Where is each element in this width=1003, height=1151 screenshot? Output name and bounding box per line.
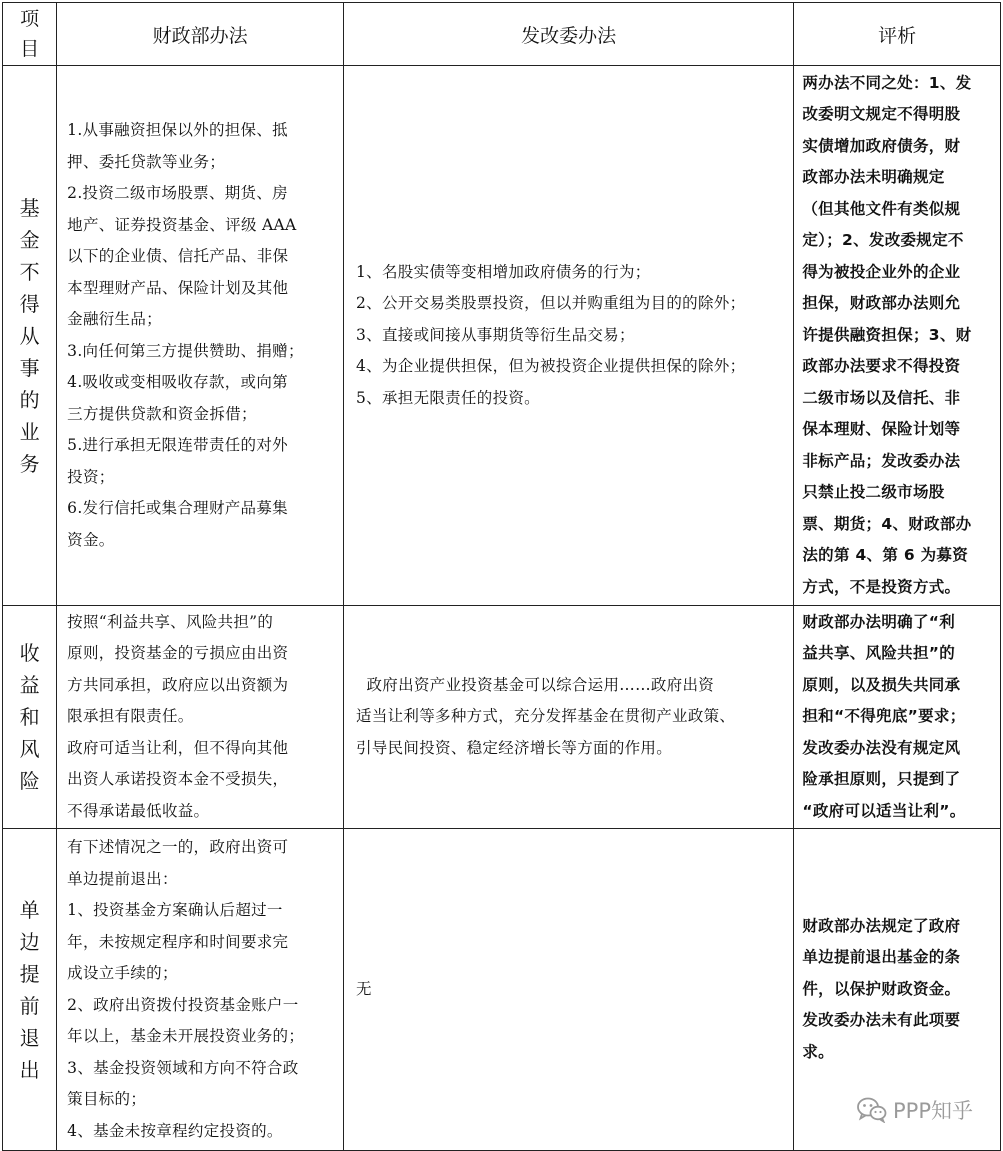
header-finance: 财政部办法	[57, 3, 344, 66]
cell-line: 原则，投资基金的亏损应由出资	[67, 644, 289, 663]
cell-line: 方共同承担，政府应以出资额为	[67, 675, 289, 694]
finance-cell	[57, 606, 344, 829]
cell-line: （但其他文件有类似规	[802, 199, 961, 218]
cell-line: 以下的企业债、信托产品、非保	[67, 247, 289, 265]
watermark-text: PPP知乎	[893, 1099, 973, 1123]
cell-line: 资金。	[67, 530, 115, 549]
cell-line: 无	[356, 979, 372, 998]
cell-line: 1、投资基金方案确认后超过一	[67, 901, 283, 919]
cell-line: 5、承担无限责任的投资。	[356, 388, 540, 407]
cell-line: 本型理财产品、保险计划及其他	[67, 278, 289, 297]
cell-line: 法的第 4、第 6 为募资	[802, 546, 969, 565]
cell-line: 财政部办法规定了政府	[802, 916, 961, 935]
cell-line: 政府出资产业投资基金可以综合运用……政府出资	[356, 675, 715, 694]
cell-line: 票、期货；4、财政部办	[802, 514, 972, 533]
row-item-char: 事	[19, 355, 40, 380]
cell-line: 非标产品；发改委办法	[802, 451, 961, 470]
cell-line: 件，以保护财政资金。	[802, 979, 961, 998]
cell-line: 2、公开交易类股票投资，但以并购重组为目的的除外；	[356, 294, 746, 313]
cell-line: “政府可以适当让利”。	[802, 801, 966, 820]
row-item-char: 基	[19, 195, 40, 220]
ndrc-cell	[344, 66, 794, 606]
cell-line: 限承担有限责任。	[67, 707, 194, 726]
row-item-char: 提	[19, 961, 40, 986]
cell-line: 2、政府出资拨付投资基金账户一	[67, 995, 299, 1014]
cell-line: 单边提前退出：	[67, 869, 178, 888]
wechat-icon	[857, 1097, 887, 1123]
cell-line: 3、直接或间接从事期货等衍生品交易；	[356, 325, 635, 344]
watermark	[857, 1095, 973, 1125]
row-item-char: 收	[19, 641, 40, 665]
row-item-char: 务	[19, 451, 40, 476]
comparison-table	[2, 2, 1001, 1151]
row-item-char: 益	[19, 673, 40, 697]
ndrc-cell	[344, 829, 794, 1151]
cell-line: 许提供融资担保；3、财	[802, 325, 972, 344]
cell-line: 只禁止投二级市场股	[802, 483, 945, 502]
cell-line: 政府可适当让利，但不得向其他	[67, 738, 289, 757]
cell-line: 不得承诺最低收益。	[67, 801, 210, 820]
cell-line: 适当让利等多种方式，充分发挥基金在贯彻产业政策、	[356, 707, 736, 726]
cell-line: 保本理财、保险计划等	[802, 420, 961, 439]
header-review: 评析	[794, 3, 1001, 66]
cell-line: 押、委托贷款等业务；	[67, 152, 226, 171]
cell-line: 投资；	[67, 467, 115, 486]
cell-line: 担保，财政部办法则允	[802, 294, 961, 313]
cell-line: 4、为企业提供担保，但为被投资企业提供担保的除外；	[356, 357, 746, 376]
cell-line: 定）；2、发改委规定不	[802, 231, 964, 250]
row-item-label	[3, 66, 57, 606]
header-item-char: 项	[20, 8, 40, 30]
cell-line: 方式，不是投资方式。	[802, 577, 961, 596]
cell-line: 三方提供贷款和资金拆借；	[67, 404, 257, 423]
header-ndrc: 发改委办法	[344, 3, 794, 66]
cell-line: 得为被投企业外的企业	[802, 262, 961, 281]
cell-line: 益共享、风险共担”的	[802, 644, 956, 663]
cell-line: 求。	[802, 1042, 834, 1061]
review-cell	[794, 606, 1001, 829]
ndrc-cell	[344, 606, 794, 829]
row-item-char: 业	[19, 419, 40, 444]
cell-line: 4.吸收或变相吸收存款，或向第	[67, 373, 288, 391]
row-item-char: 退	[19, 1025, 40, 1050]
cell-line: 5.进行承担无限连带责任的对外	[67, 436, 288, 454]
row-item-char: 从	[19, 323, 40, 348]
row-item-label	[3, 829, 57, 1151]
table-row	[3, 829, 1001, 1151]
cell-line: 险承担原则，只提到了	[802, 770, 961, 789]
cell-line: 单边提前退出基金的条	[802, 948, 961, 967]
cell-line: 成设立手续的；	[67, 964, 178, 982]
cell-line: 实债增加政府债务，财	[802, 136, 961, 155]
cell-line: 政部办法要求不得投资	[802, 357, 961, 376]
cell-line: 政部办法未明确规定	[802, 168, 945, 187]
row-item-char: 得	[19, 291, 40, 316]
row-item-char: 险	[19, 769, 40, 793]
header-row	[3, 3, 1001, 66]
row-item-label	[3, 606, 57, 829]
cell-line: 3.向任何第三方提供赞助、捐赠；	[67, 341, 304, 360]
cell-line: 1.从事融资担保以外的担保、抵	[67, 121, 288, 139]
finance-cell	[57, 66, 344, 606]
cell-line: 1、名股实债等变相增加政府债务的行为；	[356, 262, 651, 281]
finance-cell	[57, 829, 344, 1151]
cell-line: 发改委办法未有此项要	[802, 1011, 961, 1030]
cell-line: 2.投资二级市场股票、期货、房	[67, 184, 288, 202]
cell-line: 年以上，基金未开展投资业务的；	[67, 1027, 305, 1045]
row-item-char: 前	[19, 993, 40, 1018]
cell-line: 担和“不得兜底”要求；	[802, 707, 966, 726]
cell-line: 两办法不同之处：1、发	[802, 73, 972, 92]
row-item-char: 金	[19, 227, 40, 252]
cell-line: 4、基金未按章程约定投资的。	[67, 1121, 283, 1140]
cell-line: 策目标的；	[67, 1090, 147, 1108]
review-cell	[794, 66, 1001, 606]
cell-line: 原则，以及损失共同承	[802, 675, 961, 694]
cell-line: 金融衍生品；	[67, 310, 162, 328]
cell-line: 改委明文规定不得明股	[802, 105, 961, 124]
cell-line: 财政部办法明确了“利	[802, 612, 956, 631]
cell-line: 出资人承诺投资本金不受损失，	[67, 770, 289, 789]
row-item-char: 单	[19, 897, 40, 922]
table-row	[3, 606, 1001, 829]
table-row	[3, 66, 1001, 606]
cell-line: 发改委办法没有规定风	[802, 738, 961, 757]
row-item-char: 边	[19, 929, 40, 954]
cell-line: 6.发行信托或集合理财产品募集	[67, 499, 288, 517]
row-item-char: 出	[19, 1057, 40, 1082]
header-item	[3, 3, 57, 66]
row-item-char: 和	[19, 705, 40, 729]
row-item-char: 的	[19, 387, 40, 412]
row-item-char: 不	[19, 259, 40, 284]
header-item-char: 目	[20, 38, 40, 60]
cell-line: 3、基金投资领域和方向不符合政	[67, 1058, 299, 1077]
cell-line: 引导民间投资、稳定经济增长等方面的作用。	[356, 738, 673, 757]
cell-line: 年，未按规定程序和时间要求完	[67, 932, 289, 951]
cell-line: 地产、证券投资基金、评级 AAA	[67, 215, 297, 234]
cell-line: 有下述情况之一的，政府出资可	[67, 838, 289, 856]
cell-line: 按照“利益共享、风险共担”的	[67, 612, 274, 631]
cell-line: 二级市场以及信托、非	[802, 388, 961, 407]
row-item-char: 风	[19, 737, 40, 761]
